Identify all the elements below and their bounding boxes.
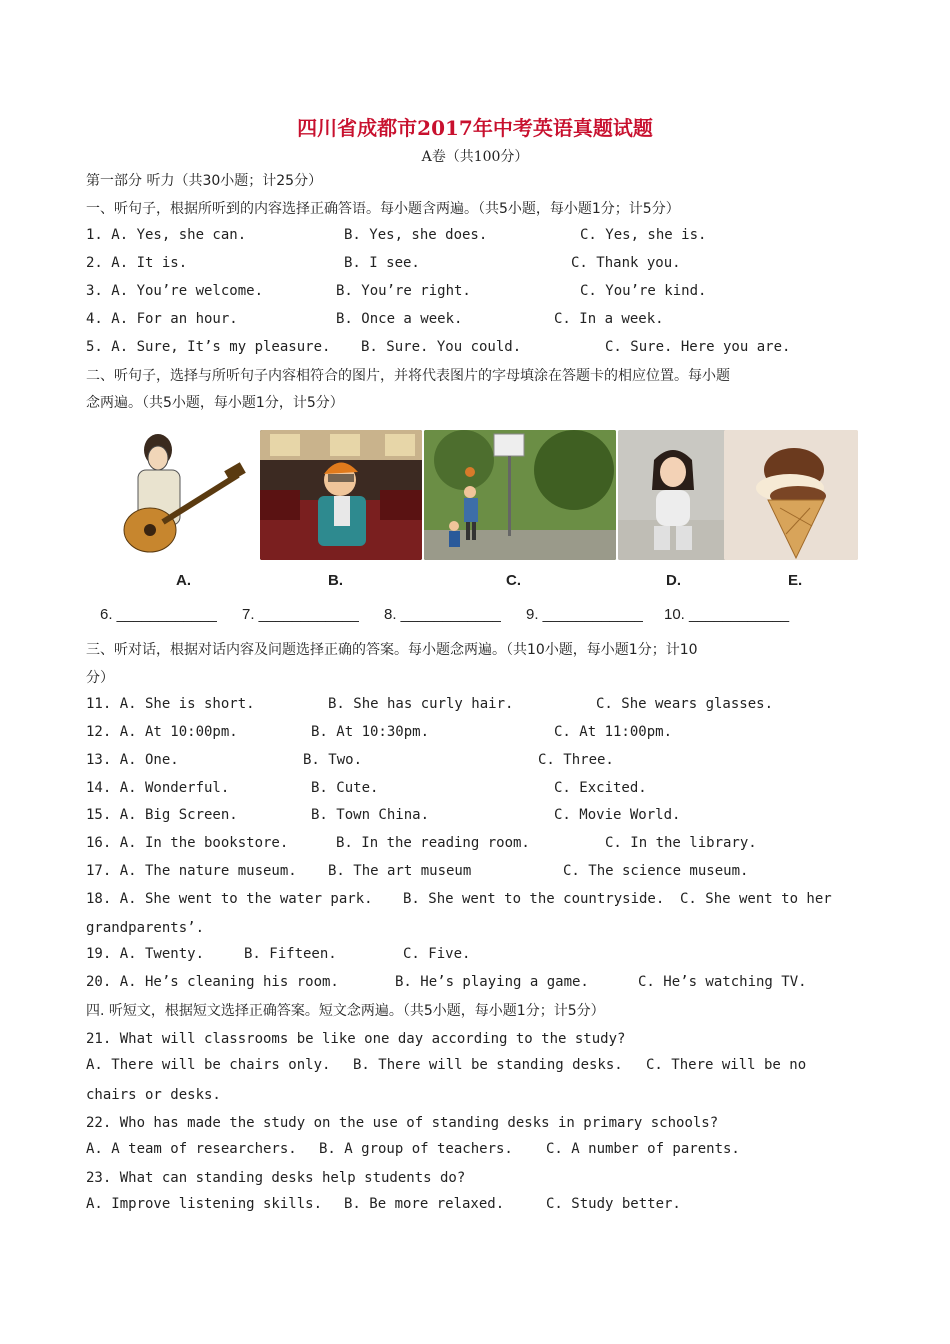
option-c: C. The science museum. xyxy=(563,863,749,879)
section-2-heading: 二、听句子，选择与所听句子内容相符合的图片，并将代表图片的字母填涂在答题卡的相应位置。每小题 xyxy=(86,368,730,384)
option-a: 1. A. Yes, she can. xyxy=(86,227,247,243)
question-23: 23. What can standing desks help students do? xyxy=(86,1170,466,1186)
option-a: 4. A. For an hour. xyxy=(86,311,238,327)
question-21-options xyxy=(86,1057,866,1077)
option-a: 20. A. He’s cleaning his room. xyxy=(86,974,339,990)
answer-blank-10: 10. ____________ xyxy=(664,606,790,623)
option-b: B. I see. xyxy=(344,255,420,271)
option-c: C. Five. xyxy=(403,946,471,962)
option-c: C. Study better. xyxy=(546,1196,681,1212)
picture-label-e: E. xyxy=(788,572,803,589)
option-b: B. The art museum xyxy=(328,863,472,879)
section-4-heading: 四. 听短文，根据短文选择正确答案。短文念两遍。（共5小题，每小题1分；计5分） xyxy=(86,1003,605,1019)
option-b: B. Yes, she does. xyxy=(344,227,488,243)
option-c: C. Movie World. xyxy=(554,807,681,823)
question-15 xyxy=(86,807,866,827)
option-b: B. She went to the countryside. xyxy=(403,891,665,907)
option-b: B. He’s playing a game. xyxy=(395,974,589,990)
section-1-heading: 一、听句子，根据所听到的内容选择正确答语。每小题含两遍。（共5小题，每小题1分；计5分） xyxy=(86,201,680,217)
picture-c-basketball xyxy=(424,430,616,560)
answer-blank-6: 6. ____________ xyxy=(100,606,217,623)
option-b: B. There will be standing desks. xyxy=(353,1057,623,1073)
option-a: 15. A. Big Screen. xyxy=(86,807,238,823)
option-b: B. You’re right. xyxy=(336,283,471,299)
question-4 xyxy=(86,311,866,331)
picture-e-ice-cream xyxy=(724,430,858,560)
question-11 xyxy=(86,696,866,716)
picture-a-guitar xyxy=(108,430,256,560)
option-c: C. Three. xyxy=(538,752,614,768)
option-b: B. Sure. You could. xyxy=(361,339,522,355)
question-17 xyxy=(86,863,866,883)
option-c: C. Yes, she is. xyxy=(580,227,707,243)
option-a: 11. A. She is short. xyxy=(86,696,255,712)
option-b: B. Fifteen. xyxy=(244,946,337,962)
option-a: 14. A. Wonderful. xyxy=(86,780,230,796)
option-c: C. Excited. xyxy=(554,780,647,796)
option-a: 12. A. At 10:00pm. xyxy=(86,724,238,740)
question-3 xyxy=(86,283,866,303)
answer-blank-8: 8. ____________ xyxy=(384,606,501,623)
option-a: A. Improve listening skills. xyxy=(86,1196,323,1212)
option-c: C. You’re kind. xyxy=(580,283,707,299)
option-a: 5. A. Sure, It’s my pleasure. xyxy=(86,339,331,355)
option-c: C. In a week. xyxy=(554,311,664,327)
option-b: B. At 10:30pm. xyxy=(311,724,430,740)
question-20 xyxy=(86,974,866,994)
picture-label-d: D. xyxy=(666,572,681,589)
question-18 xyxy=(86,891,866,911)
question-2 xyxy=(86,255,866,275)
question-12 xyxy=(86,724,866,744)
option-c: C. She wears glasses. xyxy=(596,696,774,712)
option-b: B. A group of teachers. xyxy=(319,1141,513,1157)
picture-d-child xyxy=(618,430,728,560)
option-a: 13. A. One. xyxy=(86,752,179,768)
answer-blank-9: 9. ____________ xyxy=(526,606,643,623)
picture-label-c: C. xyxy=(506,572,521,589)
option-b: B. Town China. xyxy=(311,807,430,823)
option-a: 19. A. Twenty. xyxy=(86,946,205,962)
part-heading: 第一部分 听力（共30小题；计25分） xyxy=(86,173,323,189)
option-c: C. There will be no xyxy=(646,1057,807,1073)
option-b: B. Two. xyxy=(303,752,363,768)
picture-b-cinema xyxy=(260,430,422,560)
question-18-continued: grandparents’. xyxy=(86,920,205,936)
option-c: C. A number of parents. xyxy=(546,1141,740,1157)
option-c: C. Thank you. xyxy=(571,255,681,271)
option-a: 17. A. The nature museum. xyxy=(86,863,297,879)
section-3-heading: 三、听对话，根据对话内容及问题选择正确的答案。每小题念两遍。（共10小题，每小题1分；计10 xyxy=(86,642,698,658)
picture-strip xyxy=(100,430,858,630)
question-21-continued: chairs or desks. xyxy=(86,1087,221,1103)
option-b: B. Be more relaxed. xyxy=(344,1196,505,1212)
option-b: B. Once a week. xyxy=(336,311,463,327)
question-1 xyxy=(86,227,866,247)
page-title: 四川省成都市2017年中考英语真题试题 xyxy=(297,116,653,140)
question-21: 21. What will classrooms be like one day according to the study? xyxy=(86,1031,626,1047)
option-c: C. She went to her xyxy=(680,891,832,907)
page-subtitle: A卷（共100分） xyxy=(421,149,529,165)
option-c: C. He’s watching TV. xyxy=(638,974,807,990)
option-a: 3. A. You’re welcome. xyxy=(86,283,264,299)
picture-label-a: A. xyxy=(176,572,191,589)
option-c: C. At 11:00pm. xyxy=(554,724,673,740)
question-22-options xyxy=(86,1141,866,1161)
option-a: A. A team of researchers. xyxy=(86,1141,297,1157)
question-19 xyxy=(86,946,866,966)
question-13 xyxy=(86,752,866,772)
question-5 xyxy=(86,339,866,359)
option-b: B. In the reading room. xyxy=(336,835,530,851)
option-b: B. She has curly hair. xyxy=(328,696,514,712)
option-c: C. In the library. xyxy=(605,835,757,851)
option-a: A. There will be chairs only. xyxy=(86,1057,331,1073)
option-a: 2. A. It is. xyxy=(86,255,188,271)
option-c: C. Sure. Here you are. xyxy=(605,339,791,355)
picture-label-b: B. xyxy=(328,572,343,589)
option-b: B. Cute. xyxy=(311,780,379,796)
option-a: 16. A. In the bookstore. xyxy=(86,835,289,851)
option-a: 18. A. She went to the water park. xyxy=(86,891,373,907)
question-23-options xyxy=(86,1196,866,1216)
section-3-heading-cont: 分） xyxy=(86,670,114,686)
question-22: 22. Who has made the study on the use of standing desks in primary schools? xyxy=(86,1115,719,1131)
section-2-heading-cont: 念两遍。（共5小题，每小题1分，计5分） xyxy=(86,395,344,411)
answer-blank-7: 7. ____________ xyxy=(242,606,359,623)
question-16 xyxy=(86,835,866,855)
question-14 xyxy=(86,780,866,800)
